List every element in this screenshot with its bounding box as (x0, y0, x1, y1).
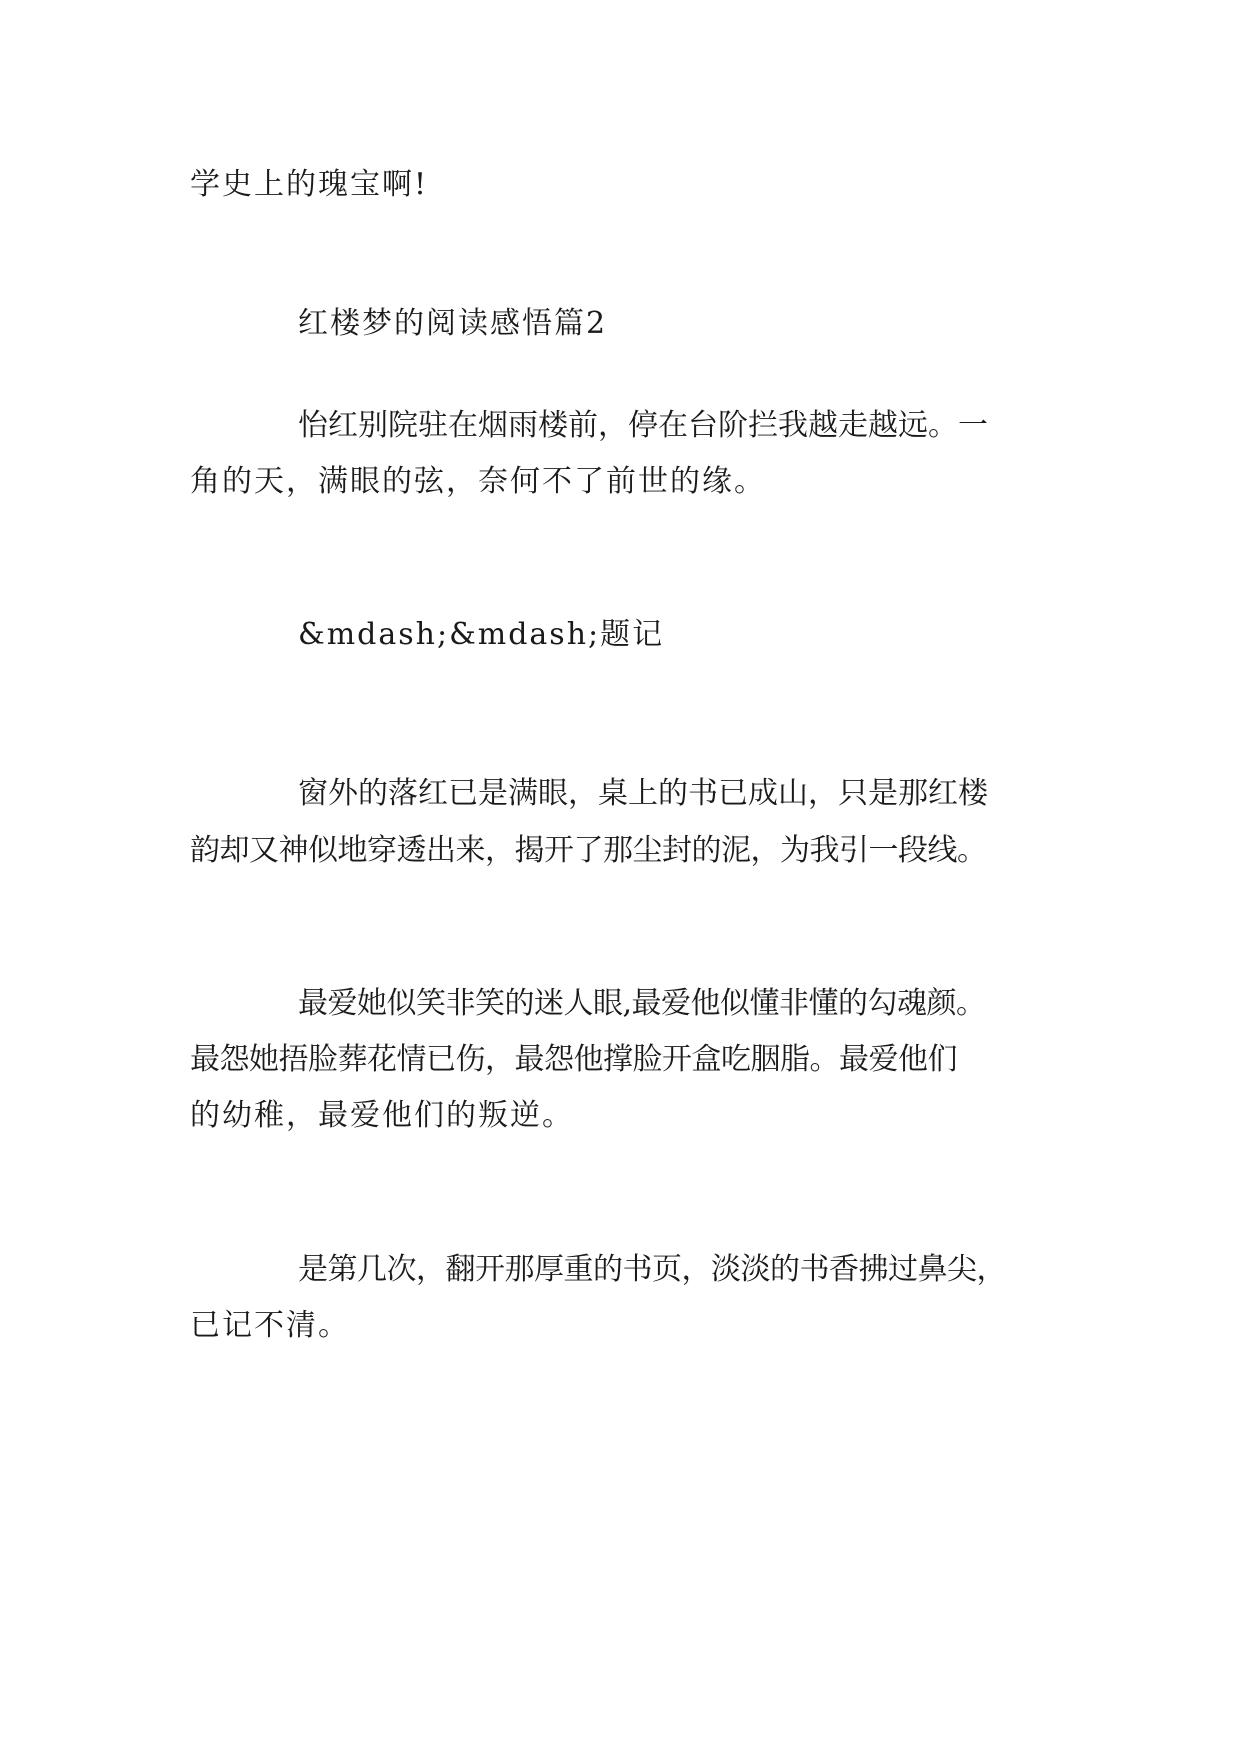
text-line-10: 已记不清。 (190, 1308, 350, 1343)
text-line-4: 窗外的落红已是满眼，桌上的书已成山，只是那红楼 (298, 776, 988, 811)
epigraph-attribution: &mdash;&mdash;题记 (298, 617, 665, 652)
text-line-8: 的幼稚，最爱他们的叛逆。 (190, 1098, 574, 1133)
section-heading: 红楼梦的阅读感悟篇2 (298, 306, 608, 341)
text-line-5: 韵却又神似地穿透出来，揭开了那尘封的泥，为我引一段线。 (190, 833, 987, 868)
text-line-2: 怡红别院驻在烟雨楼前，停在台阶拦我越走越远。一 (298, 408, 988, 443)
text-line-1: 学史上的瑰宝啊! (190, 167, 429, 202)
text-line-6: 最爱她似笑非笑的迷人眼,最爱他似懂非懂的勾魂颜。 (298, 986, 986, 1021)
text-line-9: 是第几次，翻开那厚重的书页，淡淡的书香拂过鼻尖， (298, 1252, 1006, 1287)
text-line-3: 角的天，满眼的弦，奈何不了前世的缘。 (190, 464, 766, 499)
text-line-7: 最怨她捂脸葬花情已伤，最怨他撑脸开盒吃胭脂。最爱他们 (190, 1042, 957, 1077)
